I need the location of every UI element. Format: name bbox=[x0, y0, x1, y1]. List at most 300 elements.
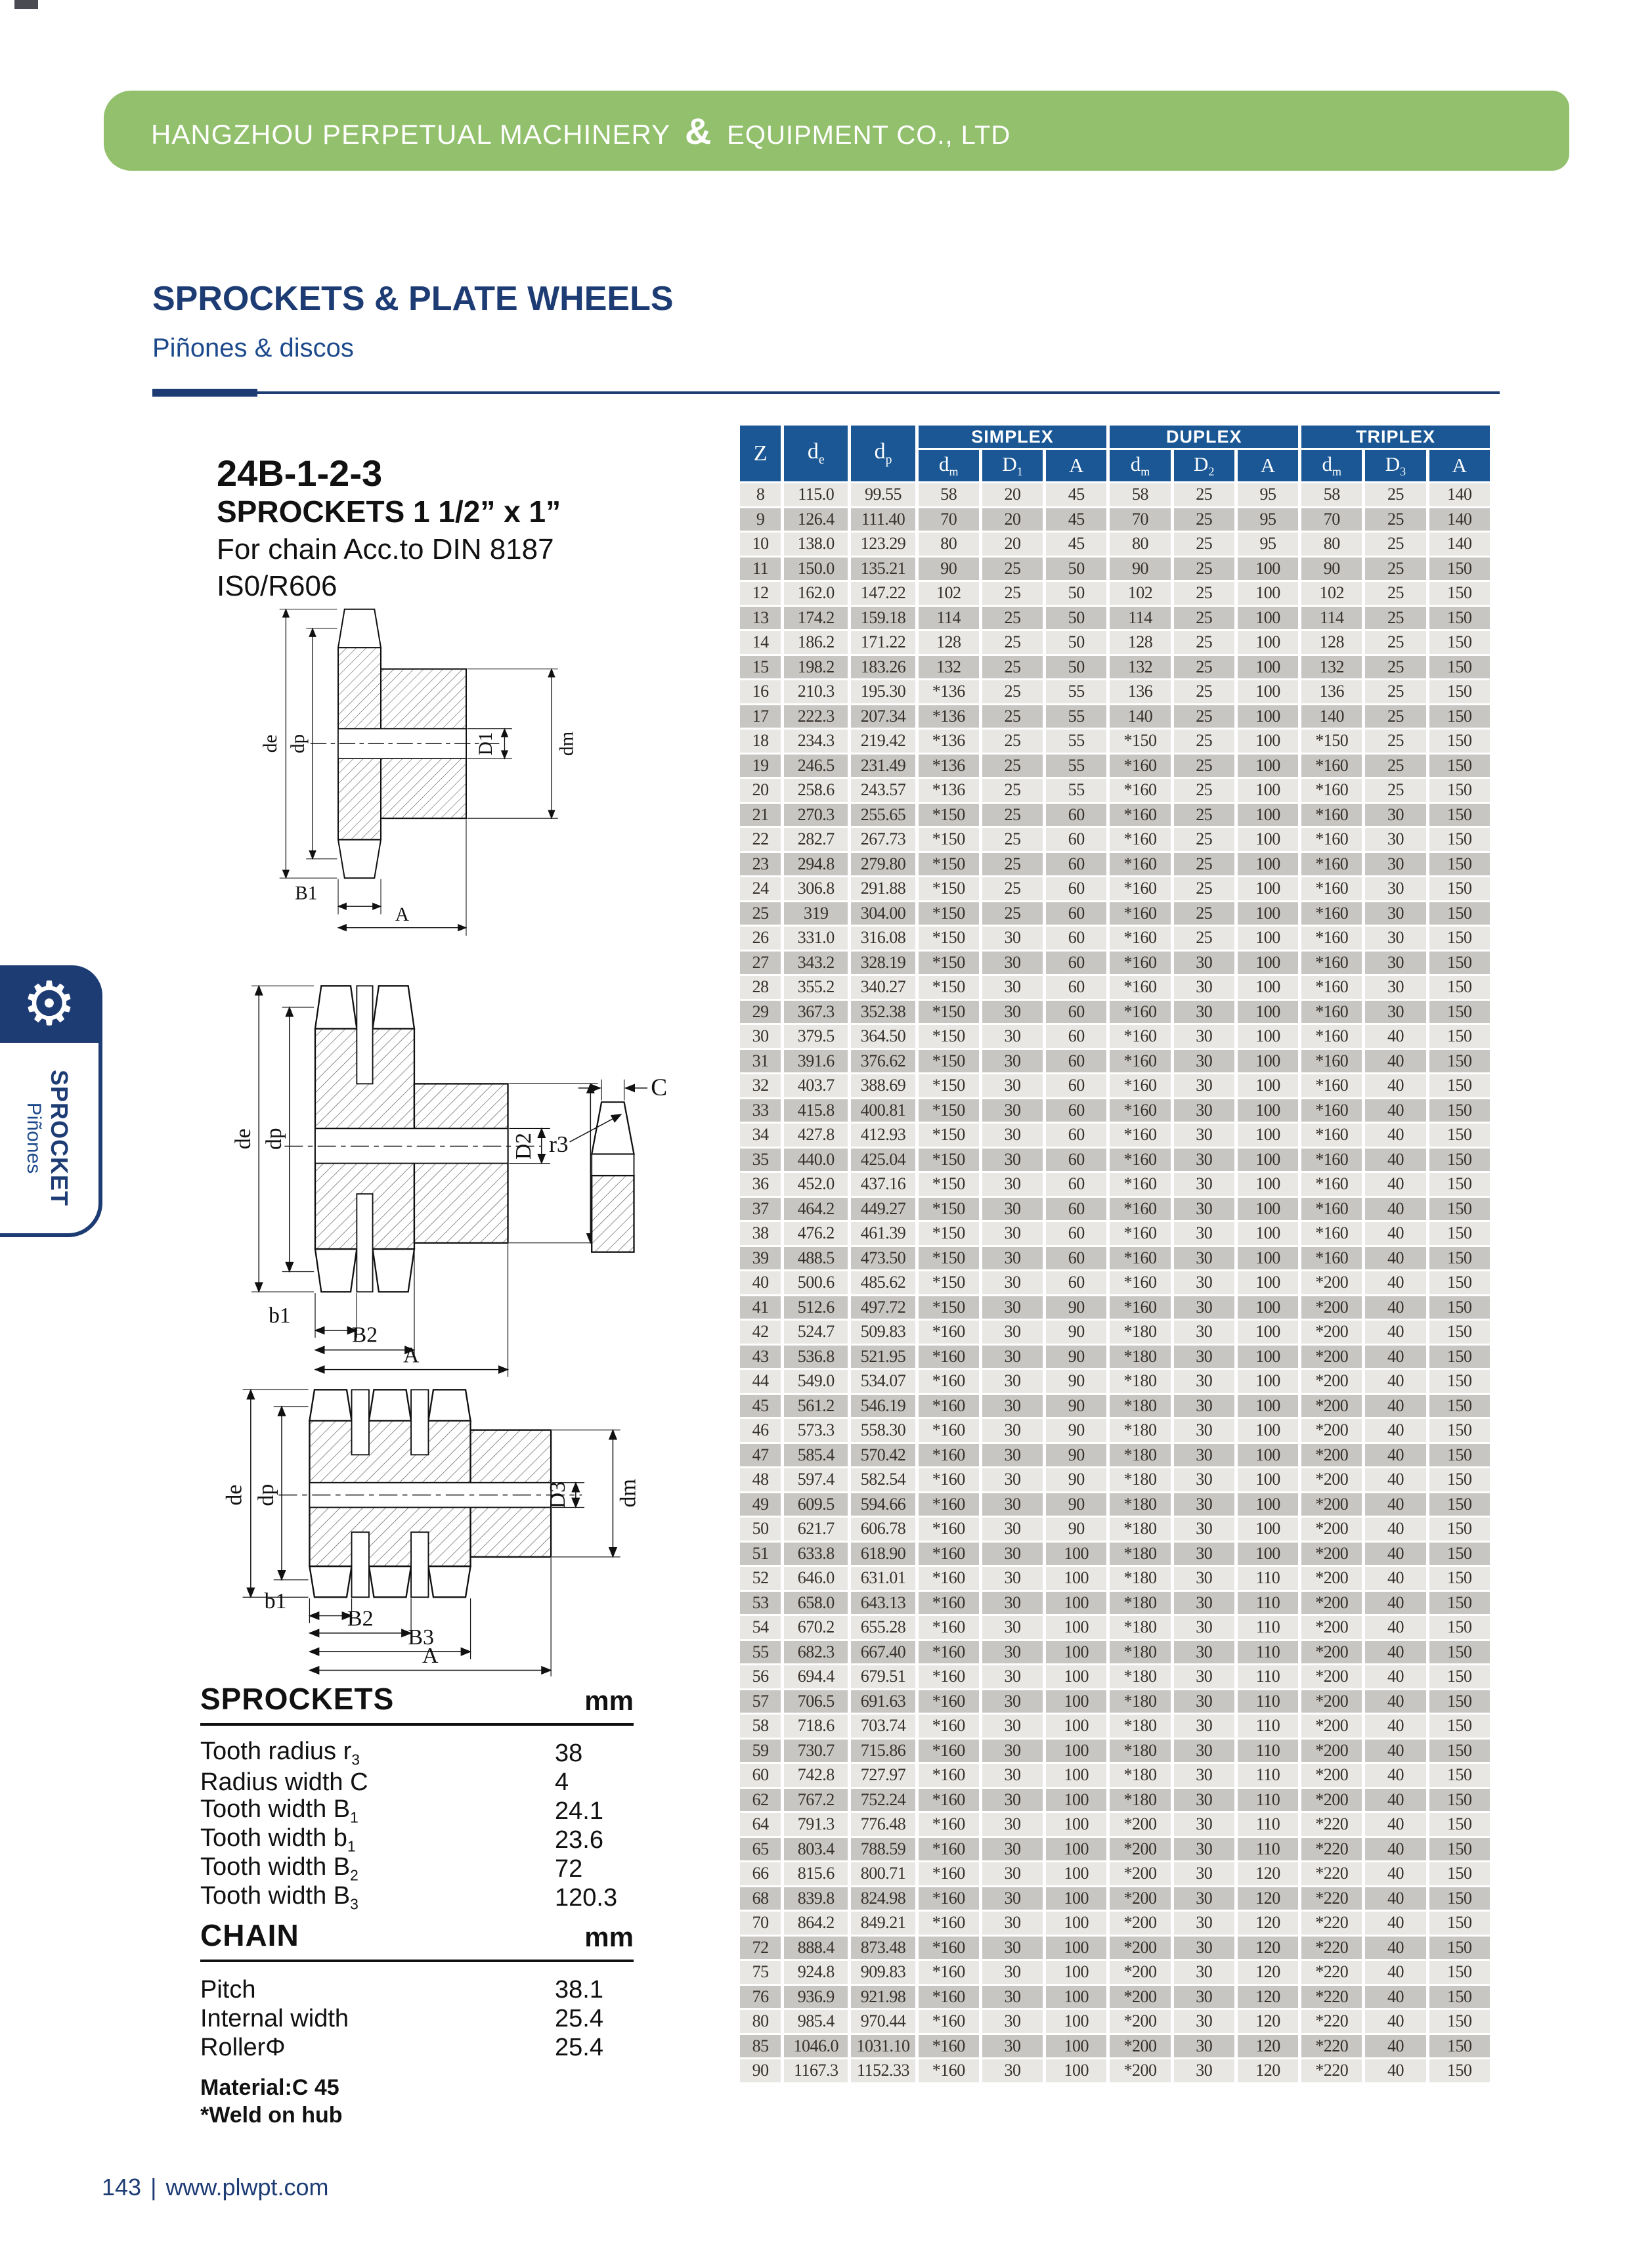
table-cell: 50 bbox=[1046, 582, 1106, 605]
table-cell: 25 bbox=[1174, 779, 1234, 802]
table-cell: 31 bbox=[740, 1050, 781, 1073]
spec-label: Tooth width $B_3$ bbox=[200, 1882, 359, 1913]
table-cell: *160 bbox=[919, 1518, 979, 1541]
table-row bbox=[740, 1149, 1490, 1172]
table-cell: 90 bbox=[1110, 558, 1170, 581]
website-link[interactable]: www.plwpt.com bbox=[165, 2174, 329, 2201]
table-cell: *160 bbox=[919, 1986, 979, 2009]
table-cell: 128 bbox=[1110, 631, 1170, 654]
table-cell: 110 bbox=[1238, 1690, 1298, 1713]
table-cell: *160 bbox=[1301, 927, 1362, 950]
table-cell: *160 bbox=[919, 2059, 979, 2082]
table-cell: 909.83 bbox=[851, 1961, 915, 1984]
table-cell: 95 bbox=[1238, 508, 1298, 531]
table-cell: *150 bbox=[919, 1050, 979, 1073]
table-cell: 19 bbox=[740, 755, 781, 778]
table-cell: 30 bbox=[982, 1986, 1043, 2009]
table-cell: 437.16 bbox=[851, 1173, 915, 1196]
table-cell: 30 bbox=[982, 1346, 1043, 1369]
table-cell: *200 bbox=[1110, 1862, 1170, 1885]
table-cell: 40 bbox=[1365, 1419, 1425, 1442]
table-cell: 64 bbox=[740, 1813, 781, 1836]
table-cell: 449.27 bbox=[851, 1198, 915, 1221]
table-cell: 25 bbox=[1174, 828, 1234, 851]
table-cell: 23 bbox=[740, 853, 781, 876]
table-cell: 114 bbox=[1110, 607, 1170, 630]
table-cell: 120 bbox=[1238, 1912, 1298, 1935]
spec-label: Radius width C bbox=[200, 1768, 368, 1796]
table-row bbox=[740, 1764, 1490, 1787]
table-cell: 25 bbox=[1174, 755, 1234, 778]
table-cell: *200 bbox=[1301, 1567, 1362, 1590]
table-cell: 679.51 bbox=[851, 1665, 915, 1688]
spec-row bbox=[200, 1826, 634, 1854]
table-cell: 231.49 bbox=[851, 755, 915, 778]
table-cell: 128 bbox=[919, 631, 979, 654]
table-cell: 90 bbox=[1046, 1395, 1106, 1418]
table-cell: 30 bbox=[1174, 1395, 1234, 1418]
sprocket-table-body bbox=[740, 483, 1490, 2082]
table-cell: 536.8 bbox=[784, 1346, 848, 1369]
table-row bbox=[740, 656, 1490, 679]
table-cell: 38 bbox=[740, 1222, 781, 1245]
table-cell: 25 bbox=[1174, 656, 1234, 679]
table-cell: 888.4 bbox=[784, 1937, 848, 1960]
spec-label: RollerΦ bbox=[200, 2033, 286, 2061]
table-cell: 40 bbox=[1365, 1665, 1425, 1688]
table-cell: 60 bbox=[1046, 1149, 1106, 1172]
table-cell: 102 bbox=[1110, 582, 1170, 605]
table-cell: 30 bbox=[982, 2010, 1043, 2033]
table-cell: 100 bbox=[1046, 1986, 1106, 2009]
table-cell: *160 bbox=[1301, 804, 1362, 827]
table-cell: 20 bbox=[740, 779, 781, 802]
table-cell: 60 bbox=[1046, 1050, 1106, 1073]
table-cell: 25 bbox=[1174, 607, 1234, 630]
table-cell: 40 bbox=[1365, 1198, 1425, 1221]
table-cell: *200 bbox=[1301, 1321, 1362, 1344]
sidebar-gear-box bbox=[0, 965, 102, 1043]
table-cell: 150 bbox=[1429, 1370, 1490, 1393]
table-cell: *160 bbox=[919, 1764, 979, 1787]
table-cell: *200 bbox=[1301, 1764, 1362, 1787]
table-cell: 30 bbox=[1174, 1592, 1234, 1615]
company-name-right: EQUIPMENT CO., LTD bbox=[727, 120, 1011, 150]
table-cell: 41 bbox=[740, 1296, 781, 1319]
table-cell: 35 bbox=[740, 1149, 781, 1172]
table-cell: 243.57 bbox=[851, 779, 915, 802]
table-row bbox=[740, 755, 1490, 778]
table-cell: 138.0 bbox=[784, 533, 848, 556]
table-cell: 100 bbox=[1046, 1641, 1106, 1664]
table-cell: 30 bbox=[982, 1124, 1043, 1147]
table-cell: 40 bbox=[1365, 1887, 1425, 1910]
table-cell: *160 bbox=[1301, 1025, 1362, 1048]
table-cell: 30 bbox=[982, 1296, 1043, 1319]
table-cell: 570.42 bbox=[851, 1444, 915, 1467]
table-cell: 609.5 bbox=[784, 1493, 848, 1516]
spec-row bbox=[200, 2033, 634, 2062]
table-cell: *180 bbox=[1110, 1764, 1170, 1787]
table-cell: 849.21 bbox=[851, 1912, 915, 1935]
table-cell: 50 bbox=[1046, 558, 1106, 581]
table-cell: 1152.33 bbox=[851, 2059, 915, 2082]
table-cell: 13 bbox=[740, 607, 781, 630]
table-cell: 150 bbox=[1429, 656, 1490, 679]
table-cell: *136 bbox=[919, 755, 979, 778]
table-cell: *160 bbox=[919, 1789, 979, 1812]
table-cell: 66 bbox=[740, 1862, 781, 1885]
table-cell: 691.63 bbox=[851, 1690, 915, 1713]
dim-label-b1: b1 bbox=[269, 1303, 291, 1328]
table-cell: 40 bbox=[1365, 1862, 1425, 1885]
table-cell: 150 bbox=[1429, 1419, 1490, 1442]
table-cell: *220 bbox=[1301, 1813, 1362, 1836]
table-cell: 30 bbox=[1365, 1001, 1425, 1024]
table-cell: 25 bbox=[982, 656, 1043, 679]
table-cell: *160 bbox=[919, 1912, 979, 1935]
table-cell: *180 bbox=[1110, 1493, 1170, 1516]
table-cell: 90 bbox=[1046, 1419, 1106, 1442]
table-cell: 110 bbox=[1238, 1838, 1298, 1861]
table-cell: 120 bbox=[1238, 1862, 1298, 1885]
table-cell: 100 bbox=[1238, 1074, 1298, 1097]
table-cell: 25 bbox=[982, 680, 1043, 703]
table-cell: 50 bbox=[1046, 656, 1106, 679]
table-cell: 509.83 bbox=[851, 1321, 915, 1344]
table-row bbox=[740, 1813, 1490, 1836]
table-cell: 100 bbox=[1046, 1543, 1106, 1566]
table-cell: 742.8 bbox=[784, 1764, 848, 1787]
table-cell: *160 bbox=[919, 1444, 979, 1467]
table-cell: 45 bbox=[740, 1395, 781, 1418]
table-cell: 331.0 bbox=[784, 927, 848, 950]
table-cell: *160 bbox=[1301, 779, 1362, 802]
table-cell: 100 bbox=[1238, 1198, 1298, 1221]
table-row bbox=[740, 730, 1490, 753]
dim-label-dp: dp bbox=[288, 734, 309, 754]
table-cell: 40 bbox=[1365, 1690, 1425, 1713]
table-cell: 60 bbox=[1046, 1025, 1106, 1048]
table-cell: 803.4 bbox=[784, 1838, 848, 1861]
dim-label-B3: B3 bbox=[408, 1625, 434, 1650]
table-cell: 65 bbox=[740, 1838, 781, 1861]
table-cell: 53 bbox=[740, 1592, 781, 1615]
table-cell: *180 bbox=[1110, 1346, 1170, 1369]
spec-value: 4 bbox=[555, 1768, 569, 1796]
table-cell: 319 bbox=[784, 902, 848, 925]
table-cell: 25 bbox=[982, 631, 1043, 654]
table-cell: 924.8 bbox=[784, 1961, 848, 1984]
table-cell: *160 bbox=[1110, 1050, 1170, 1073]
table-row bbox=[740, 1838, 1490, 1861]
table-cell: 100 bbox=[1238, 804, 1298, 827]
table-cell: 80 bbox=[1301, 533, 1362, 556]
table-cell: 90 bbox=[1046, 1444, 1106, 1467]
table-cell: *160 bbox=[919, 1592, 979, 1615]
print-corner-mark bbox=[14, 0, 38, 9]
table-cell: 150 bbox=[1429, 952, 1490, 975]
table-cell: 30 bbox=[1174, 1444, 1234, 1467]
table-cell: 186.2 bbox=[784, 631, 848, 654]
table-cell: *150 bbox=[919, 1124, 979, 1147]
table-row bbox=[740, 483, 1490, 506]
table-cell: 100 bbox=[1046, 1887, 1106, 1910]
table-cell: 171.22 bbox=[851, 631, 915, 654]
table-cell: *160 bbox=[1110, 1222, 1170, 1245]
table-cell: 25 bbox=[982, 582, 1043, 605]
table-cell: 100 bbox=[1238, 582, 1298, 605]
table-cell: 30 bbox=[1174, 1715, 1234, 1738]
table-cell: 150 bbox=[1429, 902, 1490, 925]
table-cell: 279.80 bbox=[851, 853, 915, 876]
table-cell: *150 bbox=[919, 1099, 979, 1122]
table-cell: 815.6 bbox=[784, 1862, 848, 1885]
table-cell: *180 bbox=[1110, 1567, 1170, 1590]
table-cell: 120 bbox=[1238, 1986, 1298, 2009]
table-cell: 100 bbox=[1238, 1419, 1298, 1442]
header-duplex-D2: $D_2$ bbox=[1174, 450, 1234, 481]
table-cell: *200 bbox=[1301, 1740, 1362, 1763]
table-cell: *150 bbox=[919, 1074, 979, 1097]
table-cell: *160 bbox=[919, 1715, 979, 1738]
spec-value: 25.4 bbox=[555, 2004, 603, 2032]
table-cell: 40 bbox=[1365, 2035, 1425, 2058]
table-row bbox=[740, 1001, 1490, 1024]
footer bbox=[102, 2174, 329, 2201]
table-row bbox=[740, 1025, 1490, 1048]
table-cell: 30 bbox=[982, 1518, 1043, 1541]
table-cell: 100 bbox=[1046, 1715, 1106, 1738]
table-cell: 100 bbox=[1046, 1838, 1106, 1861]
table-cell: *220 bbox=[1301, 1937, 1362, 1960]
table-cell: 25 bbox=[982, 853, 1043, 876]
table-cell: 90 bbox=[1046, 1321, 1106, 1344]
table-cell: 40 bbox=[1365, 1961, 1425, 1984]
table-row bbox=[740, 1395, 1490, 1418]
table-row bbox=[740, 1740, 1490, 1763]
table-cell: 110 bbox=[1238, 1567, 1298, 1590]
table-cell: 30 bbox=[982, 1321, 1043, 1344]
table-cell: 150 bbox=[1429, 1813, 1490, 1836]
table-cell: 30 bbox=[1365, 952, 1425, 975]
table-cell: 100 bbox=[1046, 1961, 1106, 1984]
table-cell: 90 bbox=[1046, 1493, 1106, 1516]
table-cell: 25 bbox=[982, 877, 1043, 900]
table-row bbox=[740, 1862, 1490, 1885]
table-cell: 970.44 bbox=[851, 2010, 915, 2033]
table-cell: 150 bbox=[1429, 2035, 1490, 2058]
table-cell: 150 bbox=[1429, 1592, 1490, 1615]
table-cell: 427.8 bbox=[784, 1124, 848, 1147]
table-cell: 150 bbox=[1429, 1764, 1490, 1787]
page-title: SPROCKETS & PLATE WHEELS bbox=[152, 280, 674, 318]
table-cell: 718.6 bbox=[784, 1715, 848, 1738]
table-cell: 70 bbox=[1301, 508, 1362, 531]
sidebar-tab-text bbox=[22, 1070, 73, 1206]
table-cell: 30 bbox=[982, 1616, 1043, 1639]
table-cell: 100 bbox=[1238, 1296, 1298, 1319]
table-cell: 618.90 bbox=[851, 1543, 915, 1566]
table-cell: 100 bbox=[1238, 631, 1298, 654]
table-cell: 30 bbox=[1174, 1543, 1234, 1566]
table-cell: 40 bbox=[1365, 2059, 1425, 2082]
table-cell: 150 bbox=[1429, 1074, 1490, 1097]
table-cell: *180 bbox=[1110, 1321, 1170, 1344]
table-cell: 150 bbox=[1429, 730, 1490, 753]
table-cell: 100 bbox=[1238, 1518, 1298, 1541]
product-model: 24B-1-2-3 bbox=[217, 452, 383, 494]
table-cell: 150 bbox=[1429, 1961, 1490, 1984]
table-cell: 150 bbox=[1429, 927, 1490, 950]
table-cell: 100 bbox=[1238, 779, 1298, 802]
table-cell: 150 bbox=[1429, 582, 1490, 605]
table-cell: 54 bbox=[740, 1616, 781, 1639]
table-cell: 49 bbox=[740, 1493, 781, 1516]
table-row bbox=[740, 558, 1490, 581]
table-cell: 150 bbox=[1429, 1493, 1490, 1516]
table-cell: 40 bbox=[1365, 1025, 1425, 1048]
table-cell: 39 bbox=[740, 1247, 781, 1270]
table-cell: *160 bbox=[1301, 1247, 1362, 1270]
table-cell: 30 bbox=[982, 1567, 1043, 1590]
table-cell: 791.3 bbox=[784, 1813, 848, 1836]
table-cell: 25 bbox=[982, 804, 1043, 827]
table-cell: 100 bbox=[1238, 927, 1298, 950]
table-cell: 40 bbox=[1365, 1321, 1425, 1344]
table-cell: 60 bbox=[1046, 1099, 1106, 1122]
table-row bbox=[740, 1050, 1490, 1073]
table-cell: *150 bbox=[919, 1296, 979, 1319]
table-cell: *160 bbox=[919, 2010, 979, 2033]
table-cell: 58 bbox=[919, 483, 979, 506]
spec-value: 38.1 bbox=[555, 1975, 603, 2004]
table-cell: 25 bbox=[1365, 607, 1425, 630]
dim-label-D2: D2 bbox=[511, 1132, 536, 1160]
table-cell: 521.95 bbox=[851, 1346, 915, 1369]
chain-spec-unit: mm bbox=[584, 1921, 634, 1952]
sprocket-dimension-table bbox=[737, 424, 1493, 2084]
table-row bbox=[740, 1986, 1490, 2009]
table-row bbox=[740, 853, 1490, 876]
table-cell: 100 bbox=[1238, 1493, 1298, 1516]
table-cell: *200 bbox=[1301, 1296, 1362, 1319]
sidebar-tab-title: SPROCKET bbox=[46, 1069, 73, 1207]
table-cell: 30 bbox=[1174, 2059, 1234, 2082]
table-cell: 70 bbox=[740, 1912, 781, 1935]
dim-label-A: A bbox=[395, 904, 410, 926]
table-cell: *150 bbox=[919, 804, 979, 827]
table-cell: 30 bbox=[1174, 1271, 1234, 1294]
table-cell: 140 bbox=[1301, 705, 1362, 728]
table-cell: 30 bbox=[982, 1592, 1043, 1615]
table-cell: 464.2 bbox=[784, 1198, 848, 1221]
table-cell: *200 bbox=[1301, 1444, 1362, 1467]
table-cell: 90 bbox=[1046, 1296, 1106, 1319]
dim-label-de: de bbox=[222, 1484, 247, 1506]
table-cell: 55 bbox=[740, 1641, 781, 1664]
table-cell: 100 bbox=[1046, 1740, 1106, 1763]
table-cell: 222.3 bbox=[784, 705, 848, 728]
table-row bbox=[740, 1592, 1490, 1615]
sprockets-spec-unit: mm bbox=[584, 1685, 634, 1716]
table-cell: 90 bbox=[740, 2059, 781, 2082]
table-cell: 643.13 bbox=[851, 1592, 915, 1615]
table-cell: *200 bbox=[1301, 1271, 1362, 1294]
table-cell: 150 bbox=[1429, 779, 1490, 802]
table-cell: 473.50 bbox=[851, 1247, 915, 1270]
table-cell: 47 bbox=[740, 1444, 781, 1467]
table-cell: 585.4 bbox=[784, 1444, 848, 1467]
table-row bbox=[740, 1887, 1490, 1910]
table-cell: 114 bbox=[1301, 607, 1362, 630]
table-cell: 767.2 bbox=[784, 1789, 848, 1812]
table-cell: 100 bbox=[1238, 1001, 1298, 1024]
table-row bbox=[740, 533, 1490, 556]
spec-label: Tooth radius $r_3$ bbox=[200, 1738, 360, 1768]
table-cell: 30 bbox=[982, 1370, 1043, 1393]
table-cell: 30 bbox=[1174, 1468, 1234, 1491]
header-group-triplex: TRIPLEX bbox=[1301, 426, 1490, 448]
table-cell: 100 bbox=[1238, 877, 1298, 900]
table-cell: *160 bbox=[1110, 877, 1170, 900]
dim-label-B1: B1 bbox=[295, 883, 318, 904]
table-cell: 30 bbox=[982, 1099, 1043, 1122]
table-cell: 30 bbox=[1174, 1025, 1234, 1048]
table-cell: *220 bbox=[1301, 1862, 1362, 1885]
table-cell: 40 bbox=[1365, 1222, 1425, 1245]
table-cell: 128 bbox=[1301, 631, 1362, 654]
table-cell: 352.38 bbox=[851, 1001, 915, 1024]
table-cell: 40 bbox=[1365, 1296, 1425, 1319]
spec-label: Tooth width $b_1$ bbox=[200, 1824, 356, 1855]
table-cell: *150 bbox=[1301, 730, 1362, 753]
table-cell: 115.0 bbox=[784, 483, 848, 506]
table-cell: 95 bbox=[1238, 533, 1298, 556]
table-cell: *136 bbox=[919, 705, 979, 728]
table-cell: *160 bbox=[1110, 755, 1170, 778]
table-cell: 55 bbox=[1046, 730, 1106, 753]
table-cell: *150 bbox=[919, 902, 979, 925]
duplex-sprocket-drawing bbox=[223, 971, 676, 1393]
table-cell: *160 bbox=[919, 1567, 979, 1590]
table-cell: 110 bbox=[1238, 1813, 1298, 1836]
table-cell: 355.2 bbox=[784, 976, 848, 999]
table-cell: 30 bbox=[982, 1665, 1043, 1688]
table-cell: 40 bbox=[1365, 1346, 1425, 1369]
table-cell: 30 bbox=[982, 1173, 1043, 1196]
table-cell: *180 bbox=[1110, 1592, 1170, 1615]
table-cell: 30 bbox=[982, 1271, 1043, 1294]
table-cell: 60 bbox=[1046, 804, 1106, 827]
table-cell: 30 bbox=[1174, 1001, 1234, 1024]
table-cell: 30 bbox=[1174, 1370, 1234, 1393]
table-cell: 100 bbox=[1238, 902, 1298, 925]
table-cell: 55 bbox=[1046, 680, 1106, 703]
table-cell: 11 bbox=[740, 558, 781, 581]
table-cell: *180 bbox=[1110, 1543, 1170, 1566]
table-cell: 30 bbox=[982, 1222, 1043, 1245]
table-cell: 18 bbox=[740, 730, 781, 753]
table-cell: 150 bbox=[1429, 1690, 1490, 1713]
table-cell: *200 bbox=[1301, 1789, 1362, 1812]
header-triplex-dm: $d_m$ bbox=[1301, 450, 1362, 481]
table-cell: *160 bbox=[1110, 1149, 1170, 1172]
table-cell: 45 bbox=[1046, 483, 1106, 506]
table-cell: 150 bbox=[1429, 631, 1490, 654]
table-cell: 100 bbox=[1238, 1321, 1298, 1344]
table-cell: 706.5 bbox=[784, 1690, 848, 1713]
